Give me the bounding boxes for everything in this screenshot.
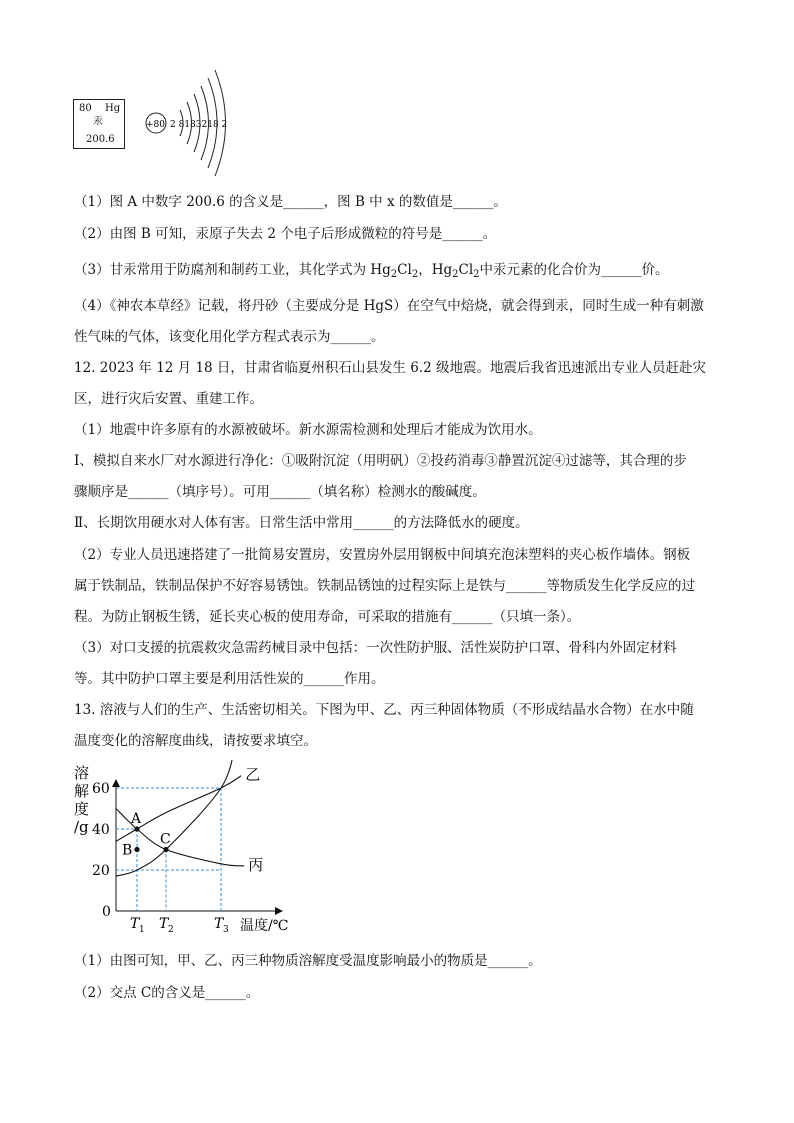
point-B [134, 847, 139, 852]
q12-line7: （2）专业人员迅速搭建了一批简易安置房，安置房外层用钢板中间填充泡沫塑料的夹心板作墙体。钢板 [74, 547, 691, 563]
curve-label: 丙 [248, 855, 264, 874]
q11-part4-line1: （4）《神农本草经》记载，将丹砂（主要成分是 HgS）在空气中焙烧，就会得到汞，同时生成一种有刺激 [74, 298, 704, 314]
y-axis-label-char: /g [74, 818, 89, 836]
q12-line11: 等。其中防护口罩主要是利用活性炭的______作用。 [74, 671, 385, 687]
x-tick-subscript: 1 [139, 925, 145, 935]
origin-label: 0 [102, 904, 111, 920]
shell-electrons: 2 8183218 2 [170, 120, 228, 130]
q12-line10: （3）对口支援的抗震救灾急需药械目录中包括：一次性防护服、活性炭防护口罩、骨科内外固定材料 [74, 640, 677, 656]
q12-line1: 12. 2023 年 12 月 18 日，甘肃省临夏州积石山县发生 6.2 级地震。地震后我省迅速派出专业人员赶赴灾 [74, 360, 706, 376]
x-tick-label: T [214, 916, 224, 932]
element-name: 汞 [93, 116, 103, 127]
point-A [134, 826, 139, 831]
point-C [163, 847, 168, 852]
q12-line5: 骤顺序是______（填序号）。可用______（填名称）检测水的酸碱度。 [74, 484, 486, 500]
y-axis-label [74, 764, 89, 836]
point-label: A [131, 811, 142, 827]
element-symbol: Hg [105, 103, 121, 114]
q12-line3: （1）地震中许多原有的水源被破坏。新水源需检测和处理后才能成为饮用水。 [74, 422, 542, 438]
x-tick-subscript: 2 [168, 925, 174, 935]
q11-part4-line2: 性气味的气体，该变化用化学方程式表示为______。 [74, 329, 385, 345]
y-tick-label: 60 [92, 781, 110, 797]
y-axis-label-char: 溶 [74, 764, 90, 782]
q11-part3: （3）甘汞常用于防腐剂和制药工业，其化学式为 $Hg_2Cl_2$，$Hg_2Cl_2$中汞元素的化合价为______价。 [74, 262, 669, 280]
curve-label: 乙 [245, 765, 261, 784]
q13-line3: （1）由图可知，甲、乙、丙三种物质溶解度受温度影响最小的物质是______。 [74, 953, 542, 969]
q12-line9: 程。为防止钢板生锈，延长夹心板的使用寿命，可采取的措施有______（只填一条）。 [74, 609, 581, 625]
q12-line6: Ⅱ、长期饮用硬水对人体有害。日常生活中常用______的方法降低水的硬度。 [74, 515, 529, 531]
nucleus-label: +80 [146, 120, 165, 130]
element-card [73, 99, 125, 149]
y-tick-label: 20 [92, 863, 110, 879]
q12-line2: 区，进行灾后安置、重建工作。 [74, 391, 263, 407]
q11-part1: （1）图 A 中数字 200.6 的含义是______，图 B 中 x 的数值是______。 [74, 194, 507, 210]
x-tick-label: T [130, 916, 140, 932]
point-label: B [122, 842, 133, 859]
q12-line4: Ⅰ、模拟自来水厂对水源进行净化：①吸附沉淀（用明矾）②投药消毒③静置沉淀④过滤等，其合理的步 [74, 453, 687, 469]
y-tick-labels [92, 781, 110, 879]
x-tick-labels [130, 916, 229, 935]
solubility-chart [60, 760, 300, 940]
y-axis-label-char: 解 [74, 782, 90, 800]
atomic-number: 80 [79, 103, 92, 114]
atom-structure-diagram [140, 60, 250, 190]
q12-line8: 属于铁制品，铁制品保护不好容易锈蚀。铁制品锈蚀的过程实际上是铁与______等物质发生化学反应的过 [74, 578, 695, 594]
x-axis-label: 温度/℃ [240, 918, 289, 934]
q13-line4: （2）交点 C的含义是______。 [74, 985, 260, 1001]
y-tick-label: 40 [92, 822, 110, 838]
x-tick-subscript: 3 [223, 925, 229, 935]
q13-line2: 温度变化的溶解度曲线，请按要求填空。 [74, 733, 317, 749]
point-label: C [160, 831, 171, 848]
atomic-mass: 200.6 [86, 134, 115, 145]
y-axis-label-char: 度 [74, 800, 90, 818]
q11-part2: （2）由图 B 可知，汞原子失去 2 个电子后形成微粒的符号是______。 [74, 226, 497, 242]
q13-line1: 13. 溶液与人们的生产、生活密切相关。下图为甲、乙、丙三种固体物质（不形成结晶水合物）在水中随 [74, 702, 694, 718]
x-tick-label: T [159, 916, 169, 932]
